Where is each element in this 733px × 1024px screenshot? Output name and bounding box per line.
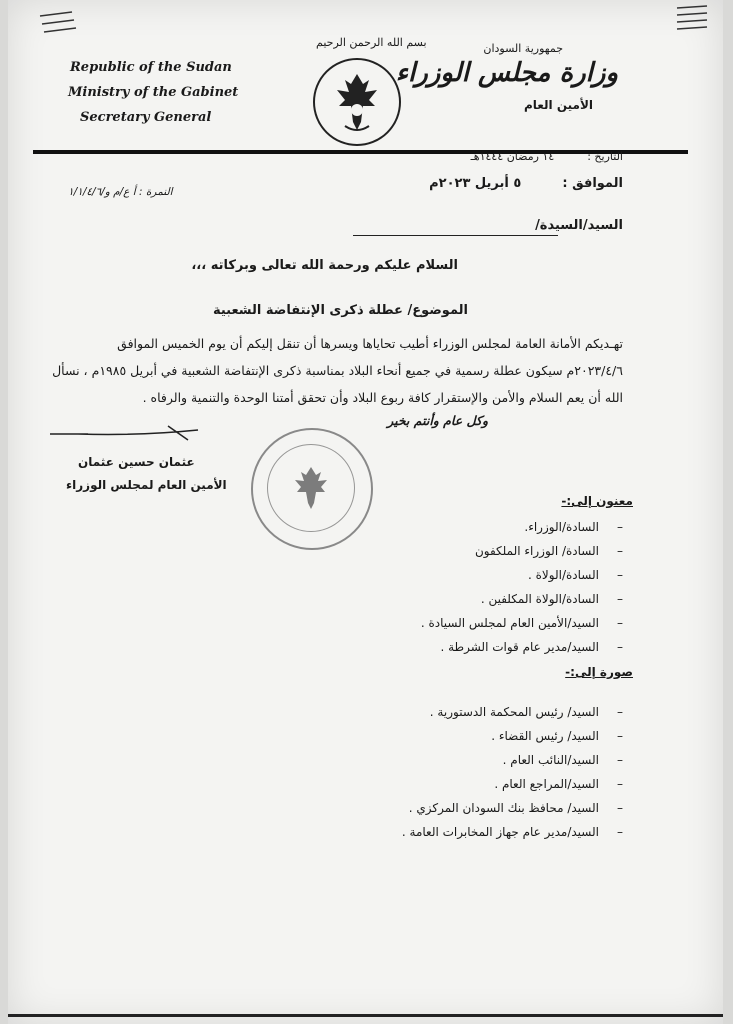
cc-item: –السيد/المراجع العام . bbox=[494, 777, 623, 791]
seal-inner-ring bbox=[267, 444, 355, 532]
to-item: –السيد/مدير عام قوات الشرطة . bbox=[440, 640, 623, 654]
to-item-text: السيد/مدير عام قوات الشرطة . bbox=[440, 640, 599, 654]
to-item: –السيد/الأمين العام لمجلس السيادة . bbox=[420, 616, 623, 630]
to-item-text: السيد/الأمين العام لمجلس السيادة . bbox=[420, 616, 599, 630]
closing: وكل عام وأنتم بخير bbox=[387, 413, 488, 428]
footer-rule bbox=[8, 1014, 723, 1017]
body-line-1: تهـديكم الأمانة العامة لمجلس الوزراء أطيب تحاياها ويسرها أن تنقل إليكم أن يوم الخميس الموافق bbox=[117, 336, 623, 351]
official-seal bbox=[251, 428, 373, 550]
secretary-bird-emblem-icon bbox=[315, 60, 399, 144]
date-hijri-row bbox=[471, 150, 623, 163]
to-label: معنون إلى:- bbox=[561, 494, 633, 508]
scan-mark-right bbox=[673, 2, 713, 32]
addressee-label: السيد/السيدة/ bbox=[535, 218, 623, 233]
reference-row bbox=[68, 186, 173, 198]
to-item: –السادة/الولاة . bbox=[528, 568, 623, 582]
to-item-text: السادة/الولاة . bbox=[528, 568, 599, 582]
body-line-3: الله أن يعم السلام والأمن والإستقرار كافة ربوع البلاد وأن تحقق أمتنا الوحدة والتنمية والرفاه . bbox=[142, 390, 623, 405]
header-arabic-secretary: الأمين العام bbox=[523, 98, 593, 112]
header-english-line-3: Secretary General bbox=[80, 110, 212, 125]
signatory-title: الأمين العام لمجلس الوزراء bbox=[66, 478, 227, 492]
reference-label: النمرة : bbox=[139, 186, 173, 198]
cc-item-text: السيد/مدير عام جهاز المخابرات العامة . bbox=[401, 825, 599, 839]
seal-emblem-icon bbox=[268, 445, 354, 531]
cc-item: –السيد/مدير عام جهاز المخابرات العامة . bbox=[401, 825, 623, 839]
letter-page bbox=[8, 0, 723, 1024]
date-gregorian-row bbox=[429, 176, 623, 191]
letter-body bbox=[33, 330, 623, 411]
signatory-name: عثمان حسين عثمان bbox=[78, 455, 195, 469]
cc-label: صورة إلى:- bbox=[565, 665, 633, 679]
header-english-line-1: Republic of the Sudan bbox=[70, 60, 232, 75]
to-item: –السادة/الوزراء. bbox=[524, 520, 623, 534]
cc-item-text: السيد/ رئيس المحكمة الدستورية . bbox=[429, 705, 599, 719]
to-item-text: السادة/الوزراء. bbox=[524, 520, 599, 534]
to-item-text: السادة/ الوزراء الملكفون bbox=[474, 544, 599, 558]
corresponding-label: الموافق : bbox=[562, 176, 623, 191]
cc-item: –السيد/ رئيس المحكمة الدستورية . bbox=[429, 705, 623, 719]
cc-item-text: السيد/ محافظ بنك السودان المركزي . bbox=[408, 801, 599, 815]
cc-item-text: السيد/النائب العام . bbox=[502, 753, 599, 767]
handwritten-signature bbox=[48, 424, 208, 454]
state-emblem bbox=[313, 58, 401, 146]
date-label: التاريخ : bbox=[587, 150, 623, 163]
body-line-2: ٢٠٢٣/٤/٦م سيكون عطلة رسمية في جميع أنحاء البلاد بمناسبة ذكرى الإنتفاضة الشعبية في أبريل ١٩٨٥م ، نسأل bbox=[52, 363, 623, 378]
header-arabic-ministry: وزارة مجلس الوزراء bbox=[395, 58, 618, 88]
reference-number: أ ع/م و/١/١/٤/٦ bbox=[68, 186, 136, 198]
cc-item-text: السيد/المراجع العام . bbox=[494, 777, 599, 791]
subject: الموضوع/ عطلة ذكرى الإنتفاضة الشعبية bbox=[212, 303, 468, 318]
date-hijri: ١٤ رمضان ١٤٤٤هـ bbox=[470, 150, 555, 163]
header-english-line-2: Ministry of the Gabinet bbox=[68, 85, 239, 100]
to-item: –السادة/الولاة المكلفين . bbox=[480, 592, 623, 606]
to-item: –السادة/ الوزراء الملكفون bbox=[474, 544, 623, 558]
addressee-row bbox=[535, 218, 623, 233]
scan-mark-left bbox=[38, 10, 78, 40]
cc-item: –السيد/ رئيس القضاء . bbox=[491, 729, 623, 743]
to-item-text: السادة/الولاة المكلفين . bbox=[480, 592, 599, 606]
cc-item-text: السيد/ رئيس القضاء . bbox=[491, 729, 599, 743]
greeting: السلام عليكم ورحمة الله تعالى وبركاته ،،، bbox=[191, 258, 458, 273]
date-gregorian: ٥ أبريل ٢٠٢٣م bbox=[429, 176, 522, 191]
cc-item: –السيد/النائب العام . bbox=[502, 753, 623, 767]
addressee-blank-line bbox=[353, 235, 558, 236]
basmala: بسم الله الرحمن الرحيم bbox=[316, 36, 427, 49]
cc-item: –السيد/ محافظ بنك السودان المركزي . bbox=[408, 801, 623, 815]
header-arabic-republic: جمهورية السودان bbox=[483, 42, 563, 55]
